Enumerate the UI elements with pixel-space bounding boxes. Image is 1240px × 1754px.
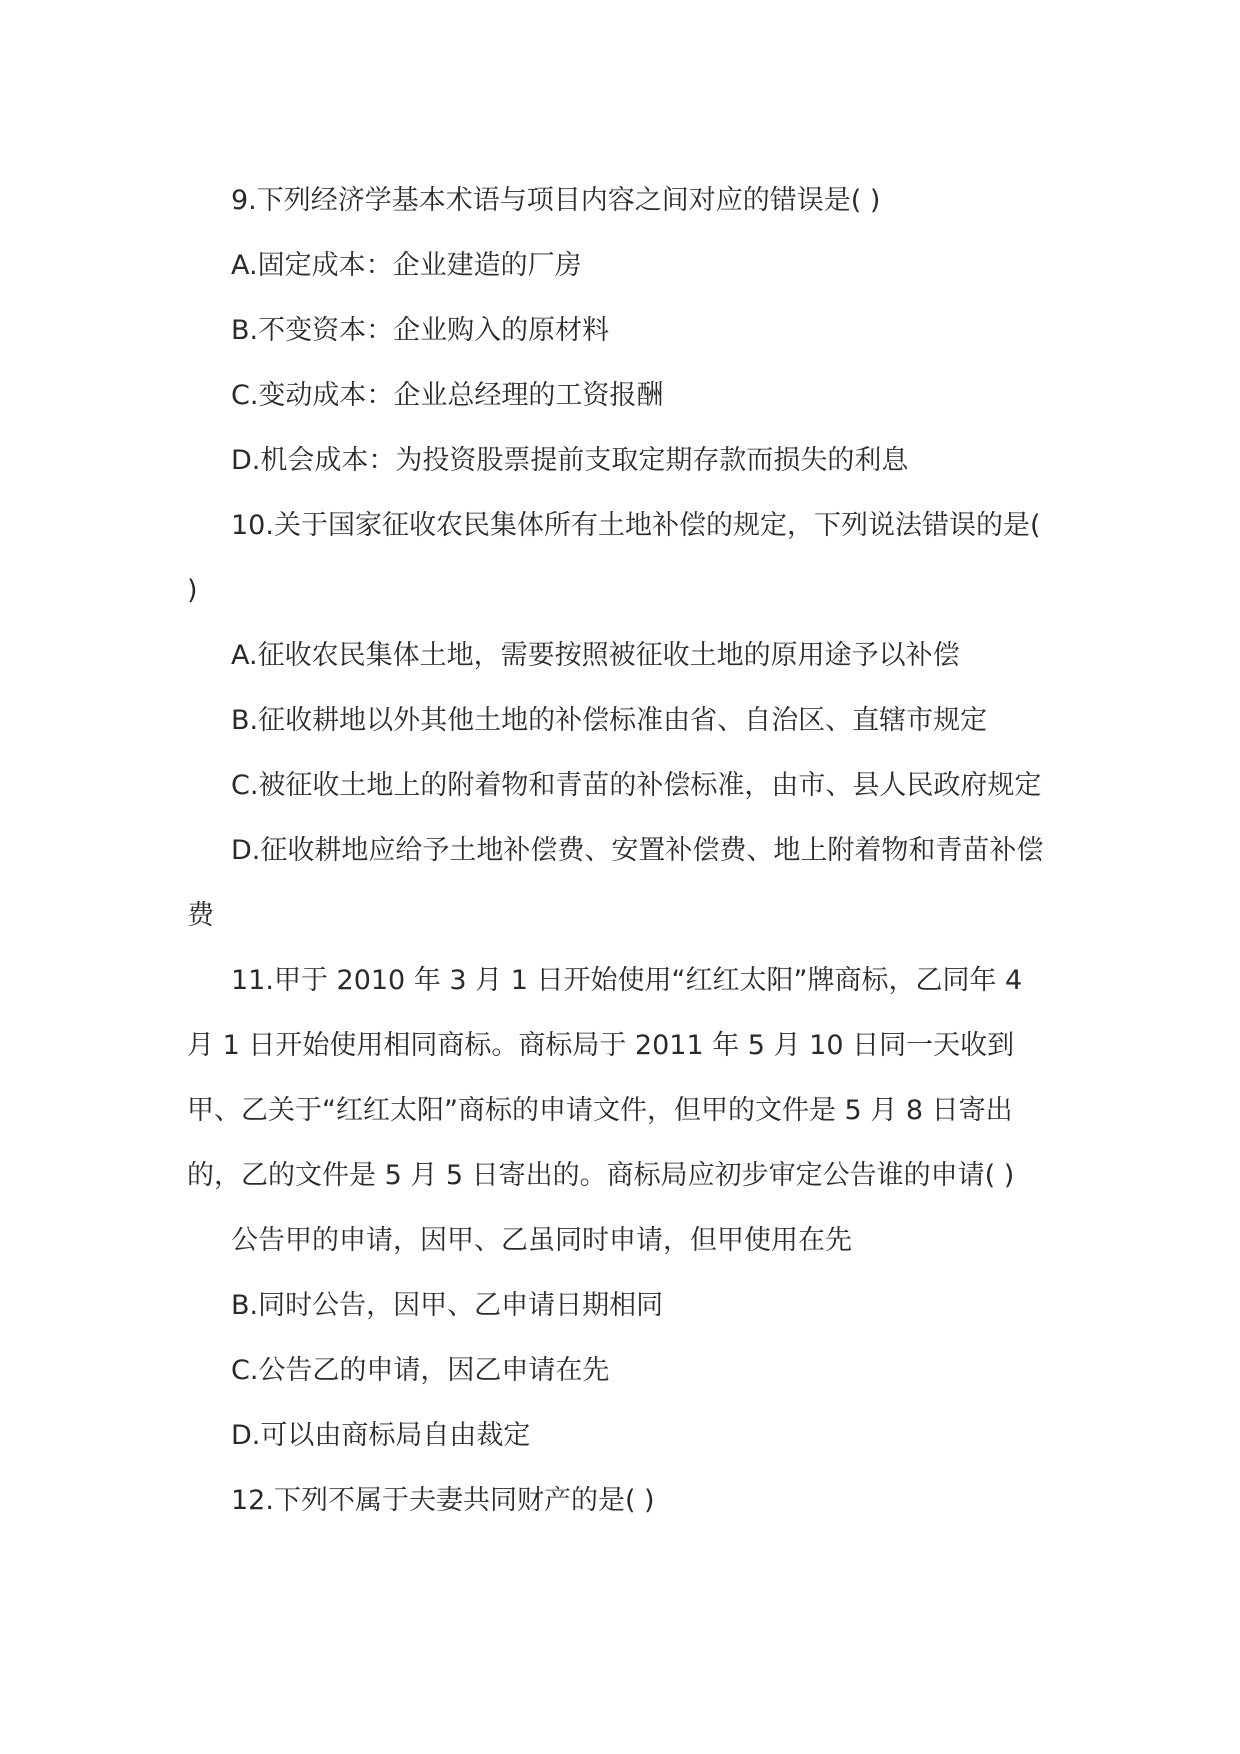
question-9: 9.下列经济学基本术语与项目内容之间对应的错误是( ) (231, 185, 881, 216)
question-9-option-d: D.机会成本：为投资股票提前支取定期存款而损失的利息 (231, 445, 909, 476)
question-10: 10.关于国家征收农民集体所有土地补偿的规定，下列说法错误的是( ) (187, 510, 1041, 606)
question-11-option-a: 公告甲的申请，因甲、乙虽同时申请，但甲使用在先 (231, 1225, 852, 1256)
question-10-option-c: C.被征收土地上的附着物和青苗的补偿标准，由市、县人民政府规定 (231, 770, 1042, 801)
question-9-option-a: A.固定成本：企业建造的厂房 (231, 250, 582, 281)
question-11-option-d: D.可以由商标局自由裁定 (231, 1420, 531, 1451)
question-10-option-b: B.征收耕地以外其他土地的补偿标准由省、自治区、直辖市规定 (231, 705, 988, 736)
question-10-option-a: A.征收农民集体土地，需要按照被征收土地的原用途予以补偿 (231, 640, 960, 671)
question-11-option-c: C.公告乙的申请，因乙申请在先 (231, 1355, 610, 1386)
question-9-option-c: C.变动成本：企业总经理的工资报酬 (231, 380, 664, 411)
document-body (187, 168, 1057, 1533)
question-11-option-b: B.同时公告，因甲、乙申请日期相同 (231, 1290, 664, 1321)
question-12: 12.下列不属于夫妻共同财产的是( ) (231, 1485, 655, 1516)
question-11: 11.甲于 2010 年 3 月 1 日开始使用“红红太阳”牌商标，乙同年 4 月 1 日开始使用相同商标。商标局于 2011 年 5 月 10 日同一天收到甲、乙关于“红红太阳”商标的申请文件，但甲的文件是 5 月 8 日寄出的，乙的文件是 5 月 5 日寄出的。商标局应初步审定公告谁的申请( ) (187, 965, 1023, 1191)
question-9-option-b: B.不变资本：企业购入的原材料 (231, 315, 610, 346)
question-10-option-d: D.征收耕地应给予土地补偿费、安置补偿费、地上附着物和青苗补偿费 (187, 835, 1044, 931)
